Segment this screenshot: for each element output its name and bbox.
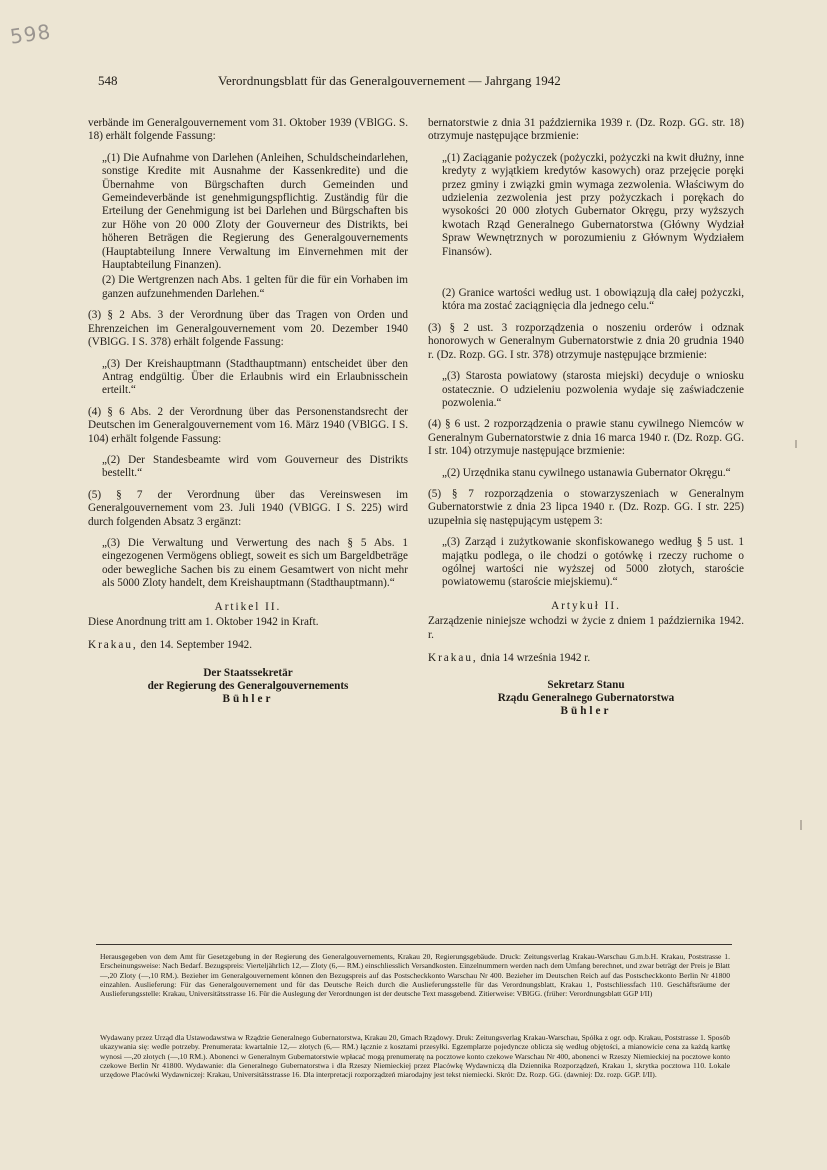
paragraph: (5) § 7 der Verordnung über das Vereinswesen im Generalgouvernement vom 23. Juli 1940 (VBlGG. I S. 225) wird durch folgenden Absatz 3 ergänzt: — [88, 488, 408, 528]
paragraph: (4) § 6 ust. 2 rozporządzenia o prawie stanu cywilnego Niemców w Generalnym Gubernatorstwie z dnia 16 marca 1940 r. (Dz. Rozp. GG. I str. 104) otrzymuje następujące brzmienie: — [428, 418, 744, 458]
paper-mark — [800, 820, 802, 830]
signer-title: Sekretarz Stanu — [547, 679, 625, 692]
article-text: Diese Anordnung tritt am 1. Oktober 1942 in Kraft. — [88, 616, 319, 628]
paragraph: (3) § 2 ust. 3 rozporządzenia o noszeniu orderów i odznak honorowych w Generalnym Gubernatorstwie z dnia 20 grudnia 1940 r. (Dz. Rozp. GG. I str. 378) otrzymuje następujące brzmienie: — [428, 321, 744, 361]
quoted-paragraph: „(2) Der Standesbeamte wird vom Gouverneur des Distrikts bestellt.“ — [102, 453, 408, 480]
quoted-paragraph: „(3) Die Verwaltung und Verwertung des nach § 5 Abs. 1 eingezogenen Vermögens obliegt, soweit es sich um Bargeldbeträge oder bewegliche Sachen bis zu einem Gesamtwert von nicht mehr als 5000 Zloty handelt, dem Kreishauptmann (Stadthauptmann).“ — [102, 536, 408, 590]
signer-name: Bühler — [560, 705, 612, 718]
footer-divider — [96, 944, 732, 945]
paragraph: (4) § 6 Abs. 2 der Verordnung über das Personenstandsrecht der Deutschen im Generalgouvernement vom 16. März 1940 (VBlGG. I S. 104) erhält folgende Fassung: — [88, 405, 408, 445]
polish-column — [428, 117, 744, 718]
signer-title: Der Staatssekretär — [203, 666, 293, 679]
quoted-paragraph: (2) Granice wartości według ust. 1 obowiązują dla całej pożyczki, która ma zostać zaciągnięcia dla jednego celu.“ — [442, 287, 744, 313]
place: Krakau, — [428, 652, 478, 664]
quoted-paragraph: „(1) Zaciąganie pożyczek (pożyczki, pożyczki na kwit dłużny, inne kredyty z wyjątkiem kredytów kasowych) oraz przejęcie poręki przez gminy i związki gmin wymaga zezwolenia. Właściwym do udzielenia zezwolenia jest przy pożyczkach i porękach do wysokości 20 000 złotych Gubernator Okręgu, przy wyższych kwotach Rząd Generalnego Gubernatorstwa (Główny Wydział Spraw Wewnętrznych w porozumieniu z Głównym Wydziałem Finansów). — [442, 151, 744, 258]
place-date — [88, 639, 408, 652]
journal-title: Verordnungsblatt für das Generalgouvernement — Jahrgang 1942 — [218, 73, 561, 88]
quoted-paragraph: (2) Die Wertgrenzen nach Abs. 1 gelten für die für ein Vorhaben im ganzen aufzunehmenden Darlehen.“ — [102, 274, 408, 300]
paragraph: verbände im Generalgouvernement vom 31. Oktober 1939 (VBlGG. S. 18) erhält folgende Fassung: — [88, 117, 408, 143]
paper-mark — [795, 440, 797, 448]
signer-office: Rządu Generalnego Gubernatorstwa — [497, 692, 675, 705]
place-date — [428, 652, 744, 665]
paragraph: (5) § 7 rozporządzenia o stowarzyszeniach w Generalnym Gubernatorstwie z dnia 23 lipca 1940 r. (Dz. Rozp. GG. I str. 225) uzupełnia się następującym ustępem 3: — [428, 487, 744, 527]
quoted-paragraph: „(1) Die Aufnahme von Darlehen (Anleihen, Schuldscheindarlehen, sonstige Kredite mit Ausnahme der Kassenkredite) und die Übernahme von Bürgschaften durch Gemeinden und Gemeindeverbände ist genehmigungspflichtig. Zuständig für die Erteilung der Genehmigung ist bei Darlehen und Bürgschaften bis zur Höhe von 20 000 Zloty der Gouverneur des Distrikts, bei höheren Beträgen die Regierung des Generalgouvernements (Hauptabteilung Innere Verwaltung im Einvernehmen mit der Hauptabteilung Finanzen). — [102, 151, 408, 272]
paragraph: (3) § 2 Abs. 3 der Verordnung über das Tragen von Orden und Ehrenzeichen im Generalgouvernement vom 20. Dezember 1940 (VBlGG. I S. 378) erhält folgende Fassung: — [88, 309, 408, 349]
article-heading: Artykuł II. — [551, 599, 621, 612]
place: Krakau, — [88, 639, 138, 652]
signer-office: der Regierung des Generalgouvernements — [147, 679, 349, 692]
signer-name: Bühler — [222, 692, 274, 705]
date: dnia 14 września 1942 r. — [480, 652, 591, 664]
signature-block — [88, 667, 408, 706]
signature-block — [428, 679, 744, 718]
footer-polish: Wydawany przez Urząd dla Ustawodawstwa w Rządzie Generalnego Gubernatorstwa, Krakau 20, Gmach Rządowy. Druk: Zeitungsverlag Krakau-Warschau, Spółka z ogr. odp. Krakau, Poststrasse 1. Sposób ukazywania się: wedle potrzeby. Prenumerata: kwartalnie 12,— złotych (6,— RM.) łącznie z kosztami przesyłki. Egzemplarze pojedyncze oblicza się według objętości, a mianowicie cena za każdą kartkę wynosi —,20 złotych (—,10 RM.). Abonenci w Generalnym Gubernatorstwie wpłacać mogą prenumeratę na pocztowe konto czekowe Warschau Nr 400, abonenci w Rzeszy Niemieckiej na pocztowe konto czekowe Berlin Nr 41800. Wydawanie: dla Generalnego Gubernatorstwa i dla Rzeszy Niemieckiej przez Placówkę Wydawniczą dla Dziennika Rozporządzeń, Krakau 1, skrytka pocztowa 110. Lokale urzędowe Placówki Wydawniczej: Krakau, Universitätsstrasse 16. Dla interpretacji rozporządzeń miarodajny jest tekst niemiecki. Skrót: Dz. Rozp. GG. (dawniej: Dz. rozp. GGP. I/II). — [100, 1033, 730, 1080]
german-column — [88, 117, 408, 706]
paragraph: bernatorstwie z dnia 31 października 1939 r. (Dz. Rozp. GG. str. 18) otrzymuje następujące brzmienie: — [428, 117, 744, 143]
article-text: Zarządzenie niniejsze wchodzi w życie z dniem 1 października 1942. r. — [428, 615, 744, 641]
page-number: 548 — [98, 73, 118, 88]
quoted-paragraph: „(2) Urzędnika stanu cywilnego ustanawia Gubernator Okręgu.“ — [442, 466, 731, 479]
quoted-paragraph: „(3) Starosta powiatowy (starosta miejski) decyduje o wniosku ostatecznie. O udzieleniu pozwolenia wydaje się zaświadczenie pozwolenia.“ — [442, 370, 744, 409]
quoted-paragraph: „(3) Zarząd i zużytkowanie skonfiskowanego według § 5 ust. 1 majątku podlega, o ile chodzi o gotówkę i rzeczy ruchome o ogólnej wartości nie wyższej od 5000 złotych, staroście powiatowemu (staroście miejskiemu).“ — [442, 536, 744, 589]
quoted-paragraph: „(3) Der Kreishauptmann (Stadthauptmann) entscheidet über den Antrag endgültig. Über die Erlaubnis wird ein Erlaubnisschein erteilt.“ — [102, 357, 408, 397]
handwritten-page-number: 598 — [8, 19, 53, 49]
footer-german: Herausgegeben von dem Amt für Gesetzgebung in der Regierung des Generalgouvernements, Krakau 20, Regierungsgebäude. Druck: Zeitungsverlag Krakau-Warschau G.m.b.H. Krakau, Poststrasse 1. Erscheinungsweise: Nach Bedarf. Bezugspreis: Vierteljährlich 12,— Zloty (6,— RM.) einschliesslich Versandkosten. Einzelnummern werden nach dem Umfang berechnet, und zwar beträgt der Preis je Blatt —,20 Zloty (—,10 RM.). Bezieher im Generalgouvernement können den Bezugspreis auf das Postscheckkonto Warschau Nr 400. Bezieher im Deutschen Reich auf das Postscheckkonto Berlin Nr 41800 einzahlen. Auslieferung: Für das Generalgouvernement und für das Deutsche Reich durch die Auslieferungsstelle für das Verordnungsblatt, Krakau 1, Postschliessfach 110. Geschäftsräume der Auslieferungsstelle: Krakau, Universitätsstrasse 16. Für die Auslegung der Verordnungen ist der deutsche Text massgebend. Zitierweise: VBlGG. (früher: Verordnungsblatt GGP I/II) — [100, 952, 730, 999]
date: den 14. September 1942. — [140, 639, 253, 652]
article-heading: Artikel II. — [214, 600, 282, 613]
